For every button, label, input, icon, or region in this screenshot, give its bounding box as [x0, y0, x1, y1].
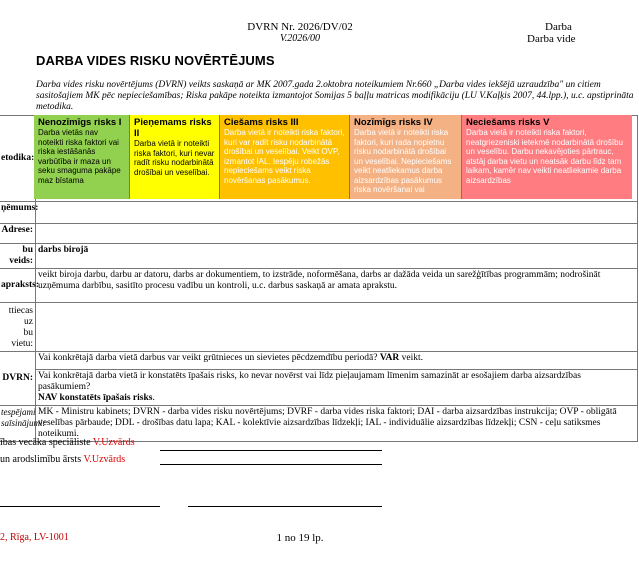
question-2-text: Vai konkrētajā darba vietā ir konstatēts īpašais risks, ko nevar novērst vai līdz pieļaujamam līmenim samazināt ar esošajiem darba aizsardzības pasākumiem? — [38, 371, 581, 392]
uznemums-value — [36, 202, 638, 224]
uznemums-label: ņēmums: — [0, 202, 36, 224]
risk-description: Darba vietās nav noteikti riska faktori vai riska iestāšanās varbūtība ir maza un seku smaguma pakāpe maz bīstama — [38, 128, 121, 185]
footer-rule-right — [188, 506, 382, 507]
risk-description: Darba vietā ir noteikti riska faktori, kuri rada nopietnu risku nodarbinātā drošībai un veselībai. Nepieciešams veikt neatliekamus darba aizsardzības pasākumus riska novēršanai vai — [354, 128, 452, 194]
risk-title: Ciešams risks III — [224, 117, 299, 128]
signature-name-2: V.Uzvārds — [83, 454, 126, 465]
risk-level-3 — [220, 115, 350, 199]
signature-line-2-label — [0, 454, 125, 465]
adrese-label: Adrese: — [0, 224, 36, 244]
risk-title: Pieņemams risks II — [134, 117, 212, 139]
risk-matrix — [34, 115, 639, 199]
apraksts-label: apraksts: — [0, 269, 36, 303]
signature-role-2: un arodslimību ārsts — [0, 454, 82, 465]
risk-level-2 — [130, 115, 220, 199]
page-title: DARBA VIDES RISKU NOVĒRTĒJUMS — [36, 53, 275, 68]
risk-title: Neciešams risks V — [466, 117, 550, 128]
abbr-label-line-2: saīsinājumi: — [1, 418, 46, 428]
risk-description: Darba vietā ir noteikti riska faktori, kuri nevar radīt risku nodarbinātā drošībai un veselībai. — [134, 139, 215, 177]
signature-name-1: V.Uzvārds — [92, 437, 135, 448]
signature-role-1: ības vecāka speciāliste — [0, 437, 91, 448]
question-1 — [36, 352, 638, 370]
adrese-value — [36, 224, 638, 244]
intro-text: Darba vides risku novērtējums (DVRN) veikts saskaņā ar MK 2007.gada 2.oktobra noteikumiem Nr.660 „Darba vides iekšējā uzraudzība" un citiem sasitošajiem MK pēc nepieciešamības; Riska pakāpe noteikta izmantojot Somijas 5 baļļu matricas modifikāciju (LU V.Kaļķis 2007, 44.lpp.), u.c. apstiprināta metodika. — [36, 80, 634, 112]
risk-level-5 — [462, 115, 632, 199]
question-2-answer: NAV konstatēts īpašais risks — [38, 393, 153, 403]
abbr-label-line-1: tespējami — [1, 407, 36, 417]
question-1-answer: VAR — [379, 353, 400, 363]
metodika-label: etodika: — [0, 116, 36, 202]
risk-level-1 — [34, 115, 130, 199]
header-right-line-1: Darba — [545, 21, 572, 33]
question-2: Vai konkrētajā darba vietā ir konstatēts īpašais risks, ko nevar novērst vai līdz pieļaujamam līmenim samazināt ar esošajiem darba aizsardzības pasākumiem? NAV konstatēts īpašais risks. — [36, 370, 638, 406]
risk-title: Nozīmīgs risks IV — [354, 117, 433, 128]
apraksts-value: veikt biroja darbu, darbu ar datoru, darbs ar dokumentiem, to izstrāde, noformēšana, darbs ar dažāda veida un sarežģītības programmām; nodrošināt uzņēmuma darbību, sasitīto procesu vadību un kontroli, u.c. darbus saskaņā ar amata aprakstu. — [36, 269, 638, 303]
assessment-table — [0, 115, 638, 442]
risk-level-4 — [350, 115, 462, 199]
risk-title: Nenozīmīgs risks I — [38, 117, 122, 128]
signature-line-2 — [160, 464, 382, 465]
attiecas-label — [0, 303, 36, 352]
risk-description: Darba vietā ir noteikti riska faktori, kuri var radīt risku nodarbinātā drošībai un veselībai. Veikt OVP, izmantot IAL. Iespēju robežās nepieciešams veikt riska novēršanas pasākumus. — [224, 128, 345, 185]
question-1-suffix: veikt. — [401, 353, 423, 363]
signature-line-1 — [160, 450, 382, 451]
abbreviations-text: MK - Ministru kabinets; DVRN - darba vides risku novērtējums; DVRF - darba vides riska faktori; DAI - darba aizsardzības instrukcija; OVP - obligātā veselības pārbaude; DDL - drošības datu lapa; KAL - kolektīvie aizsardzības līdzekļi; IAL - individuālie aizsardzības līdzekļi; CSN - ceļu satiksmes noteikumi. — [36, 406, 638, 442]
document-version: V.2026/00 — [279, 33, 321, 44]
page-number: 1 no 19 lp. — [276, 532, 324, 544]
risk-description: Darba vietā ir noteikti riska faktori, neatgriezeniski ietekmē nodarbinātā drošību un veselību. Darbu nekavējoties pārtrauc, atstāj darba vietu un neatsāk darbu līdz tam laikam, kamēr nav veikti neatliekamie darba aizsardzības — [466, 128, 623, 185]
dvrn-label: DVRN: — [0, 352, 36, 406]
header-right-line-2: Darba vide — [527, 33, 576, 45]
footer-address: 2, Rīga, LV-1001 — [0, 532, 69, 543]
question-1-text: Vai konkrētajā darba vietā darbus var veikt grūtnieces un sievietes pēcdzemdību periodā? — [38, 353, 378, 363]
veids-label: bu veids: — [0, 244, 36, 269]
attiecas-label-line-2: bu vietu: — [11, 328, 33, 349]
document-number: DVRN Nr. 2026/DV/02 — [247, 21, 353, 33]
footer-rule-left — [0, 506, 160, 507]
attiecas-label-line-1: ttiecas uz — [8, 306, 33, 327]
veids-value: darbs birojā — [36, 244, 638, 269]
signature-line-1-label — [0, 437, 135, 448]
attiecas-value — [36, 303, 638, 352]
